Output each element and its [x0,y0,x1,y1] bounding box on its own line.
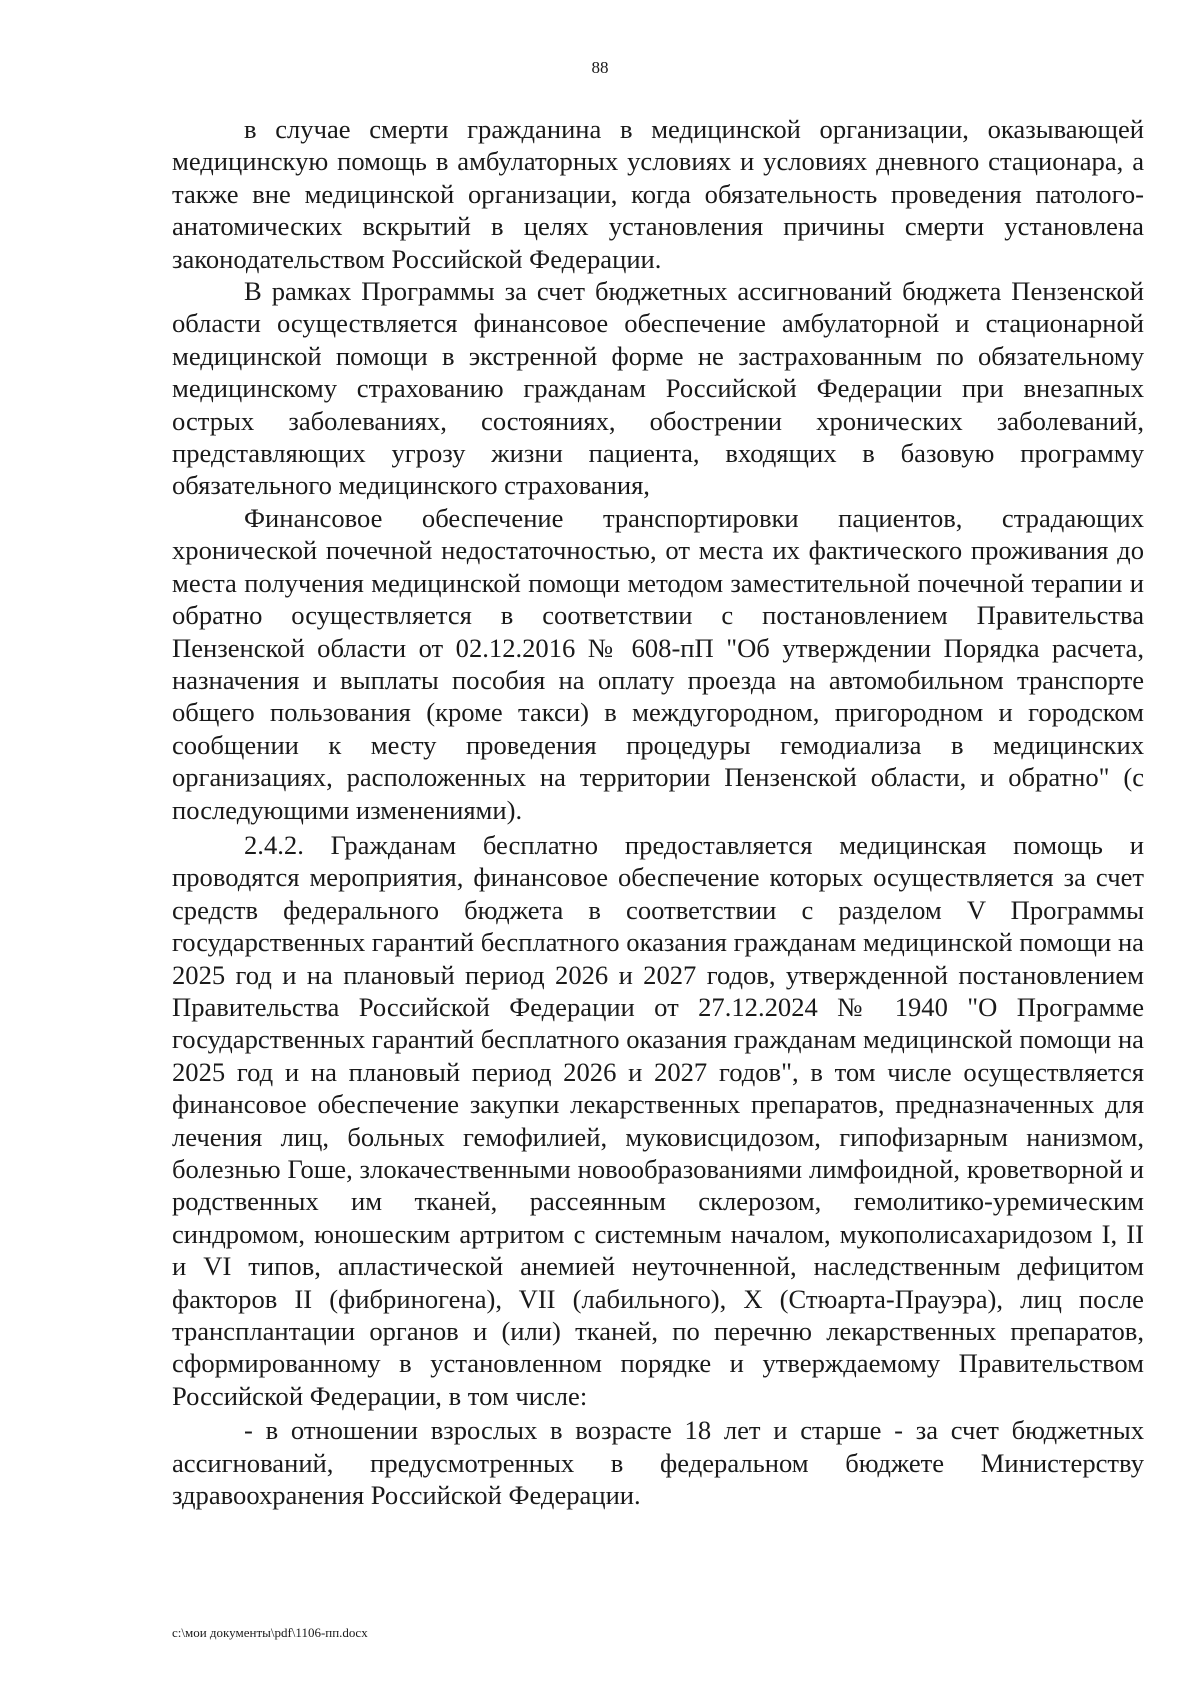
paragraph-adults-18-plus: - в отношении взрослых в возрасте 18 лет и старше - за счет бюджетных ассигнований, предусмотренных в федеральном бюджете Министерству здравоохранения Российской Федерации. [172,1415,1144,1511]
page-number: 88 [591,58,609,77]
paragraph-death-autopsy: в случае смерти гражданина в медицинской организации, оказывающей медицинскую помощь в амбулаторных условиях и условиях дневного стационара, а также вне медицинской организации, когда обязательность проведения патолого-анатомических вскрытий в целях установления причины смерти установлена законодательством Российской Федерации. [172,114,1144,274]
paragraph-emergency-care-funding: В рамках Программы за счет бюджетных ассигнований бюджета Пензенской области осуществляется финансовое обеспечение амбулаторной и стационарной медицинской помощи в экстренной форме не застрахованным по обязательному медицинскому страхованию гражданам Российской Федерации при внезапных острых заболеваниях, состояниях, обострении хронических заболеваний, представляющих угрозу жизни пациента, входящих в базовую программу обязательного медицинского страхования, [172,276,1144,501]
paragraph-dialysis-transport: Финансовое обеспечение транспортировки пациентов, страдающих хронической почечной недостаточностью, от места их фактического проживания до места получения медицинской помощи методом заместительной почечной терапии и обратно осуществляется в соответствии с постановлением Правительства Пензенской области от 02.12.2016 № 608-пП "Об утверждении Порядка расчета, назначения и выплаты пособия на оплату проезда на автомобильном транспорте общего пользования (кроме такси) в междугородном, пригородном и городском сообщении к месту проведения процедуры гемодиализа в медицинских организациях, расположенных на территории Пензенской области, и обратно" (с последующими изменениями). [172,502,1144,825]
document-body [172,113,1144,1511]
paragraph-federal-budget-care: 2.4.2. Гражданам бесплатно предоставляется медицинская помощь и проводятся мероприятия, финансовое обеспечение которых осуществляется за счет средств федерального бюджета в соответствии с разделом V Программы государственных гарантий бесплатного оказания гражданам медицинской помощи на 2025 год и на плановый период 2026 и 2027 годов, утвержденной постановлением Правительства Российской Федерации от 27.12.2024 № 1940 "О Программе государственных гарантий бесплатного оказания гражданам медицинской помощи на 2025 год и на плановый период 2026 и 2027 годов", в том числе осуществляется финансовое обеспечение закупки лекарственных препаратов, предназначенных для лечения лиц, больных гемофилией, муковисцидозом, гипофизарным нанизмом, болезнью Гоше, злокачественными новообразованиями лимфоидной, кроветворной и родственных им тканей, рассеянным склерозом, гемолитико-уремическим синдромом, юношеским артритом с системным началом, мукополисахаридозом I, II и VI типов, апластической анемией неуточненной, наследственным дефицитом факторов II (фибриногена), VII (лабильного), X (Стюарта-Прауэра), лиц после трансплантации органов и (или) тканей, по перечню лекарственных препаратов, сформированному в установленном порядке и утверждаемому Правительством Российской Федерации, в том числе: [172,829,1144,1411]
footer-file-path: c:\мои документы\pdf\1106-пп.docx [172,1625,368,1640]
